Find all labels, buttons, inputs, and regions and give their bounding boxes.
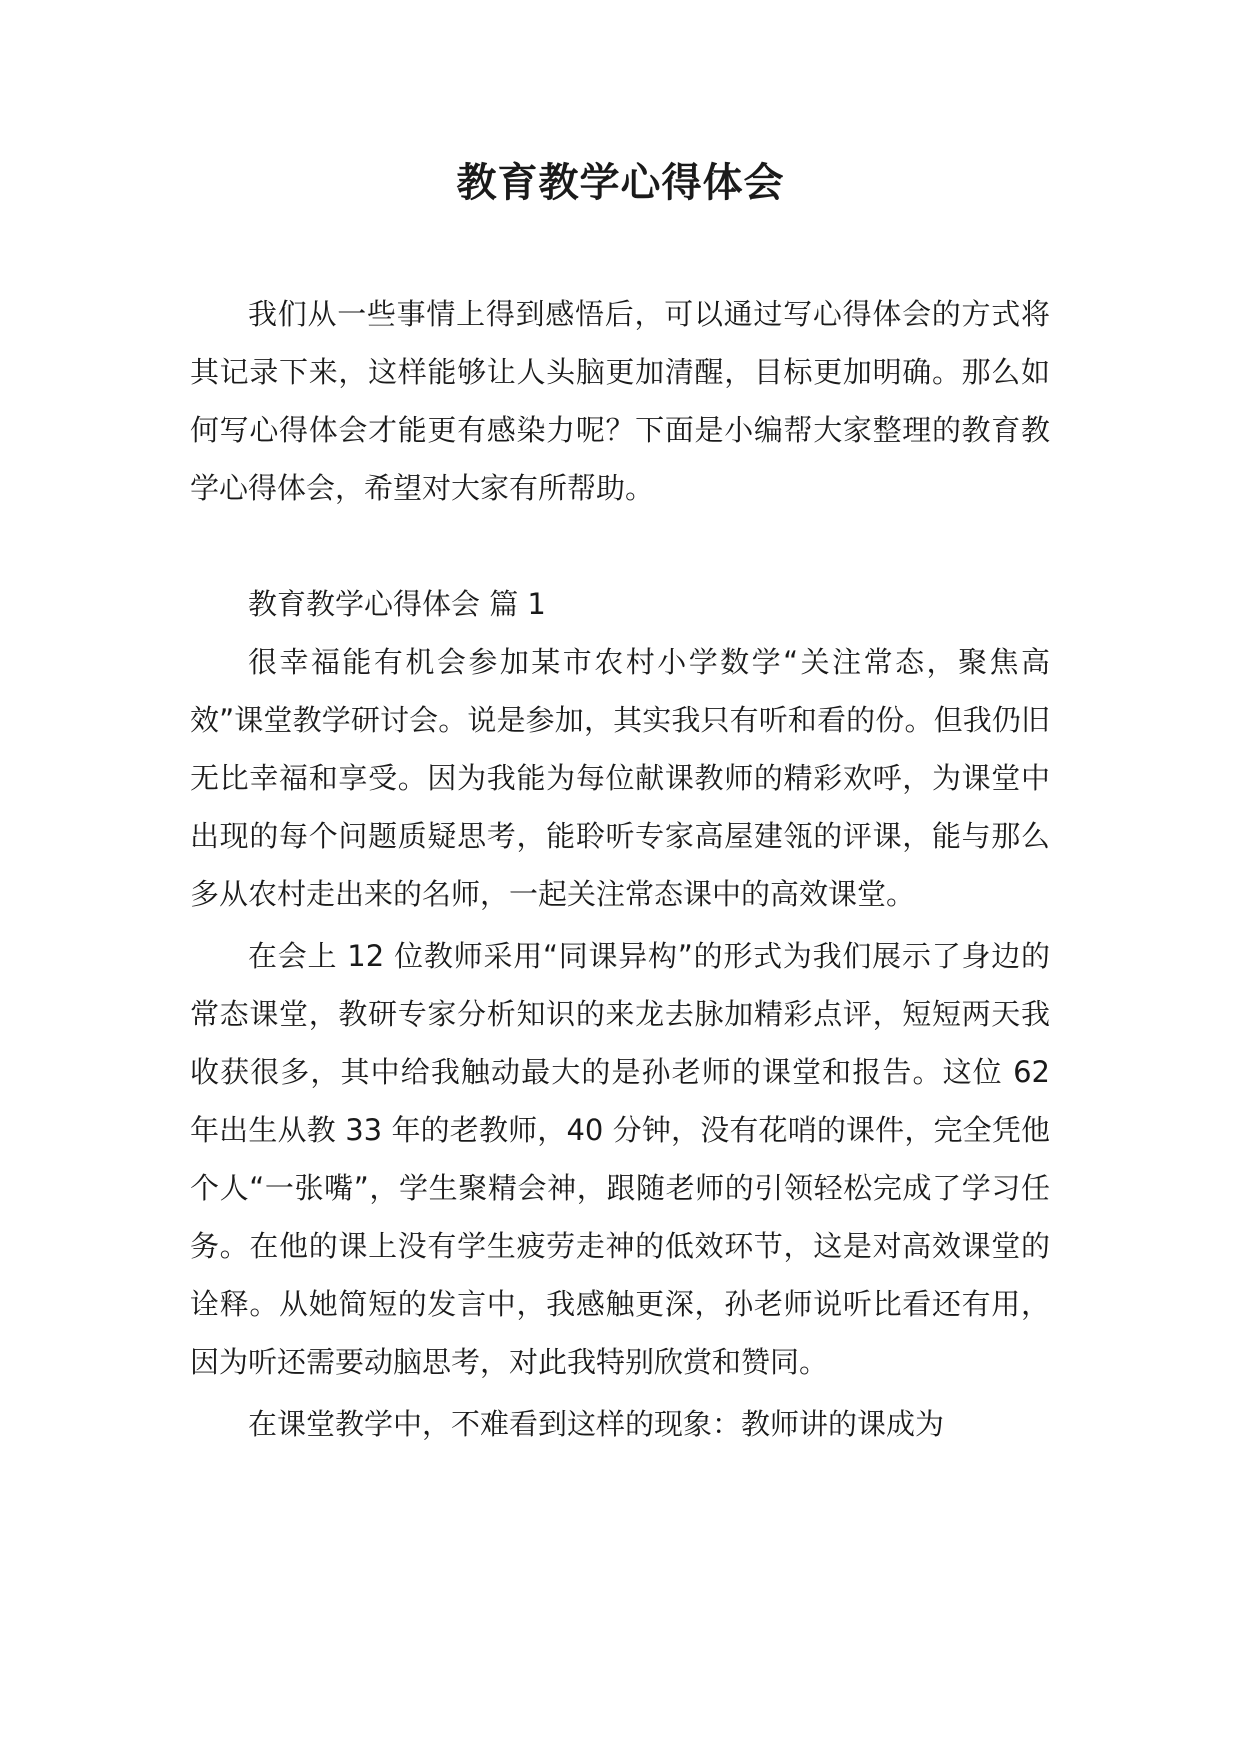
body-paragraph-2: 在会上 12 位教师采用“同课异构”的形式为我们展示了身边的常态课堂，教研专家分析知识的来龙去脉加精彩点评，短短两天我收获很多，其中给我触动最大的是孙老师的课堂和报告。这位 62 年出生从教 33 年的老教师，40 分钟，没有花哨的课件，完全凭他个人“一张嘴”，学生聚精会神，跟随老师的引领轻松完成了学习任务。在他的课上没有学生疲劳走神的低效环节，这是对高效课堂的诠释。从她简短的发言中，我感触更深，孙老师说听比看还有用，因为听还需要动脑思考，对此我特别欣赏和赞同。: [190, 939, 1050, 1379]
intro-paragraph: 我们从一些事情上得到感悟后，可以通过写心得体会的方式将其记录下来，这样能够让人头脑更加清醒，目标更加明确。那么如何写心得体会才能更有感染力呢？下面是小编帮大家整理的教育教学心得体会，希望对大家有所帮助。: [190, 297, 1050, 505]
document-title: 教育教学心得体会: [456, 159, 785, 206]
body-paragraph-1: 很幸福能有机会参加某市农村小学数学“关注常态，聚焦高效”课堂教学研讨会。说是参加，其实我只有听和看的份。但我仍旧无比幸福和享受。因为我能为每位献课教师的精彩欢呼，为课堂中出现的每个问题质疑思考，能聆听专家高屋建瓴的评课，能与那么多从农村走出来的名师，一起关注常态课中的高效课堂。: [190, 645, 1050, 911]
section-heading: 教育教学心得体会 篇 1: [248, 587, 546, 621]
body-paragraph-3: 在课堂教学中，不难看到这样的现象：教师讲的课成为: [248, 1407, 945, 1441]
document-body: [190, 285, 1050, 1453]
